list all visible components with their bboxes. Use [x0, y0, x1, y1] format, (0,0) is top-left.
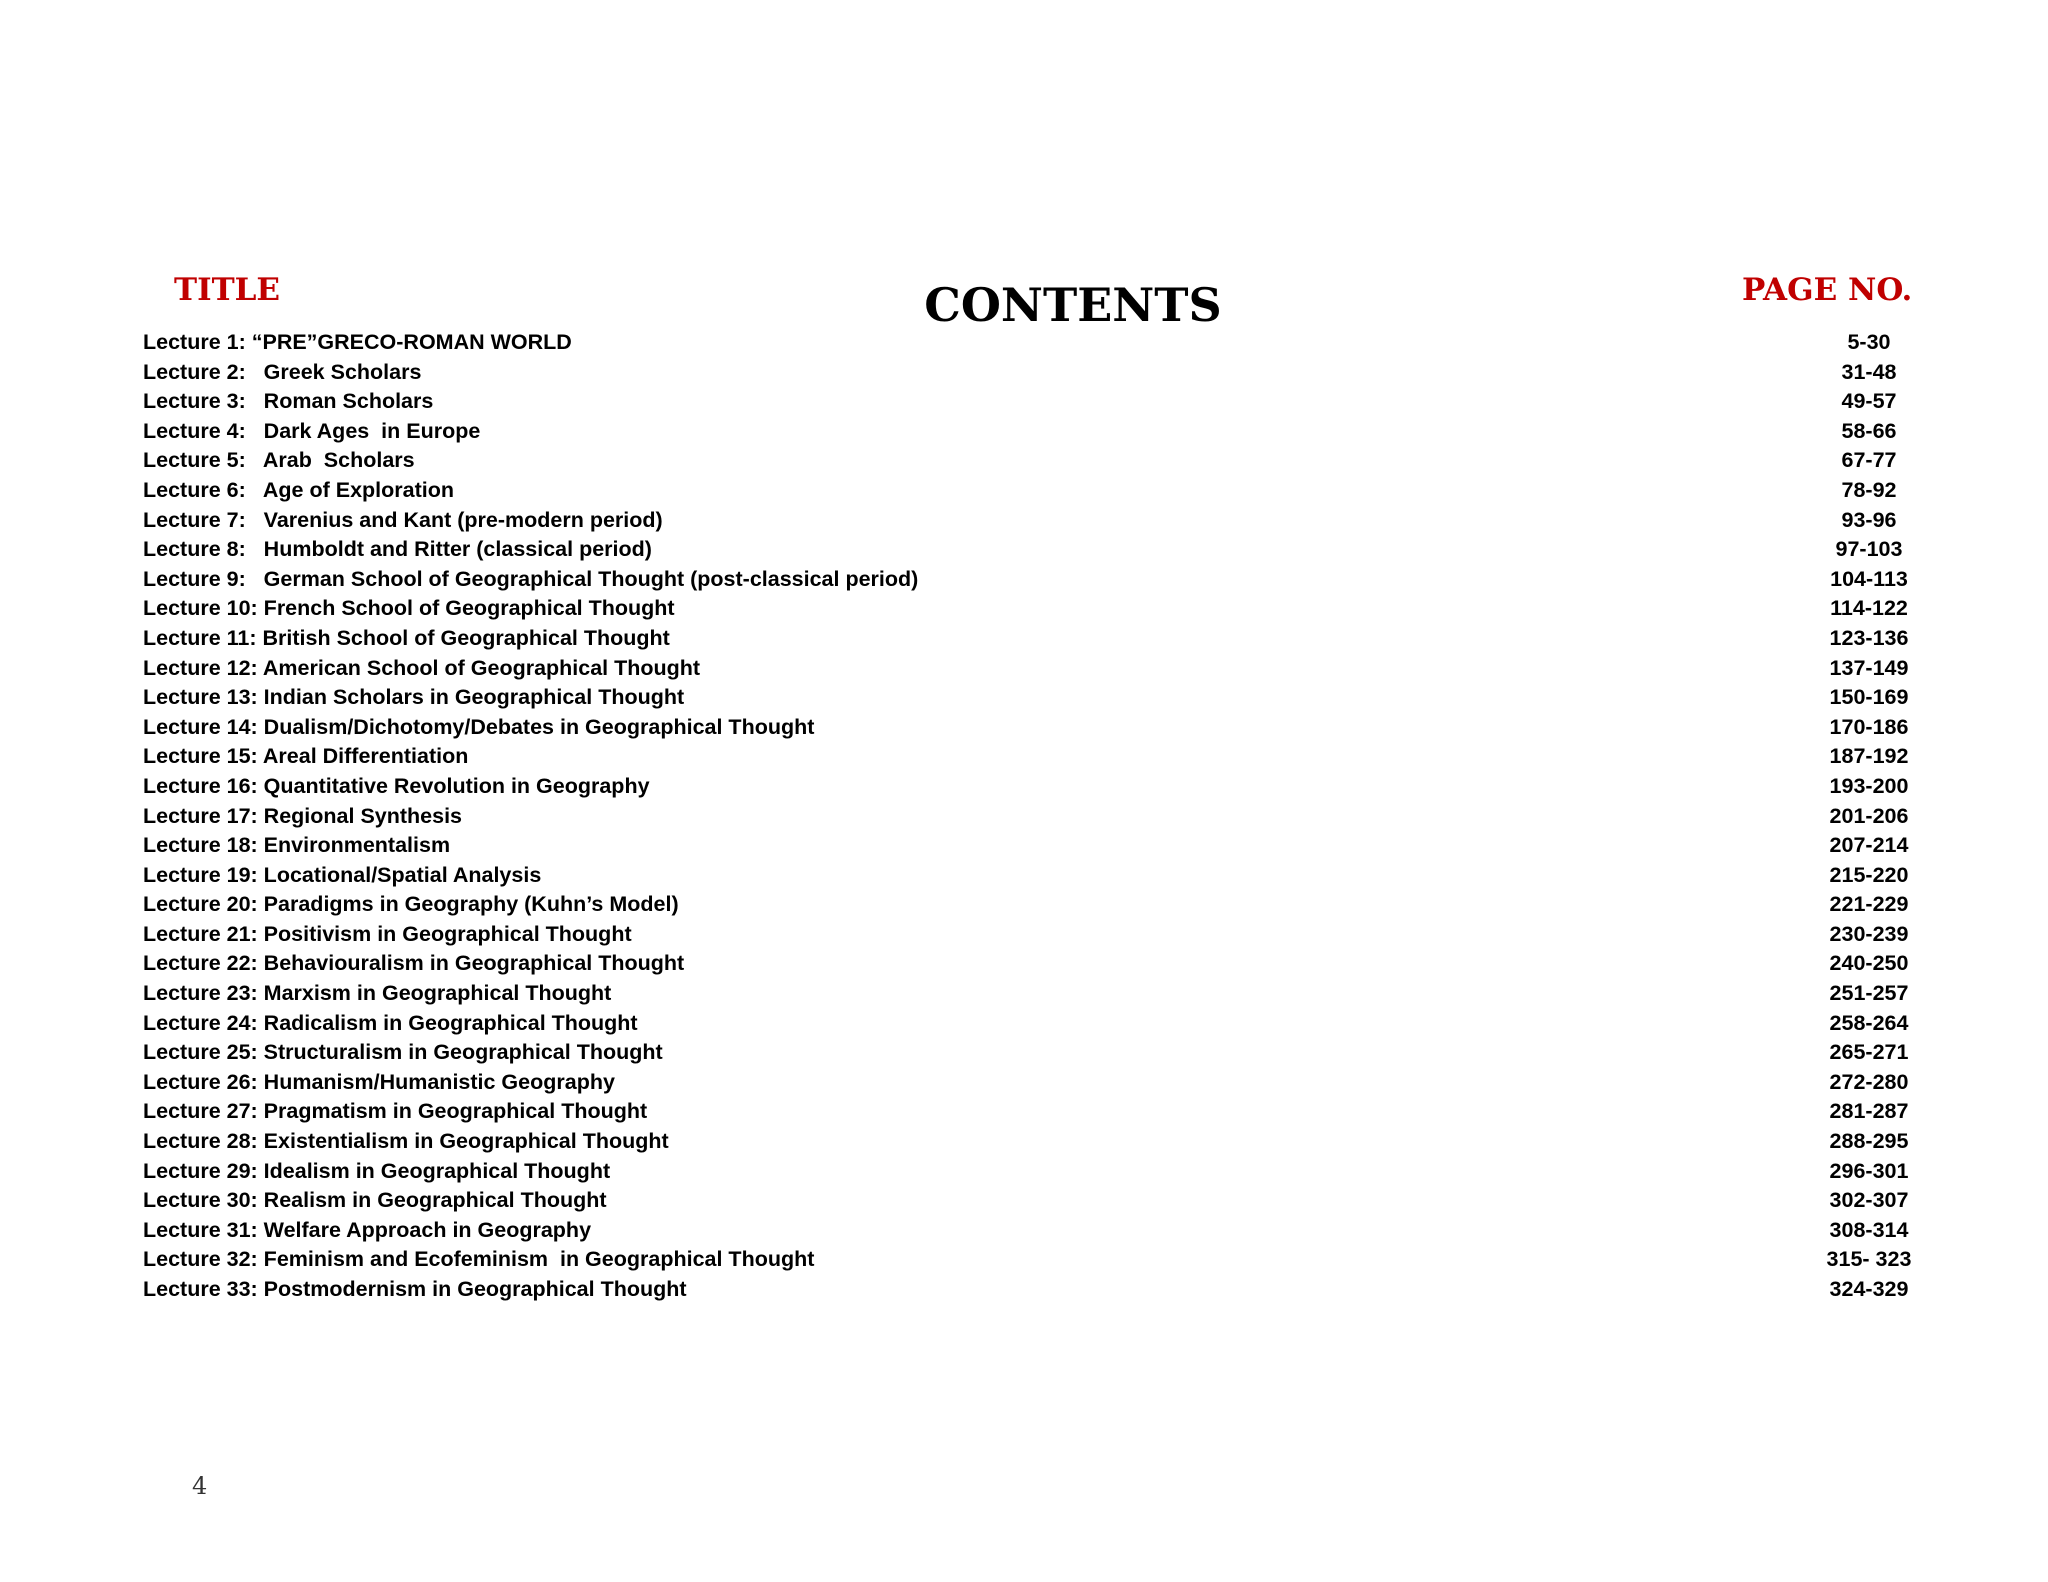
toc-entry-title: Lecture 10: French School of Geographical Thought [143, 596, 675, 621]
toc-entry-27[interactable] [143, 1097, 1923, 1127]
toc-entry-5[interactable] [143, 446, 1923, 476]
toc-entry-pages: 302-307 [1829, 1188, 1909, 1213]
toc-entry-12[interactable] [143, 654, 1923, 684]
toc-entry-title: Lecture 32: Feminism and Ecofeminism in Geographical Thought [143, 1247, 815, 1272]
toc-entry-title: Lecture 11: British School of Geographical Thought [143, 625, 670, 650]
toc-entry-pages: 123-136 [1829, 625, 1909, 650]
toc-entry-title: Lecture 27: Pragmatism in Geographical Thought [143, 1099, 648, 1124]
title-column-heading: TITLE [174, 272, 281, 308]
toc-entry-pages: 272-280 [1829, 1069, 1909, 1094]
toc-entry-title: Lecture 21: Positivism in Geographical Thought [143, 921, 632, 946]
toc-entry-pages: 315- 323 [1826, 1247, 1912, 1272]
toc-entry-pages: 221-229 [1829, 892, 1909, 917]
toc-entry-30[interactable] [143, 1186, 1923, 1216]
toc-entry-title: Lecture 12: American School of Geographical Thought [143, 655, 701, 680]
toc-entry-title: Lecture 15: Areal Differentiation [143, 744, 469, 769]
toc-entry-15[interactable] [143, 742, 1923, 772]
toc-entry-26[interactable] [143, 1068, 1923, 1098]
toc-entry-title: Lecture 14: Dualism/Dichotomy/Debates in Geographical Thought [143, 714, 815, 739]
toc-entry-title: Lecture 33: Postmodernism in Geographical Thought [143, 1277, 687, 1301]
toc-entry-pages: 97-103 [1835, 537, 1903, 562]
toc-entry-pages: 187-192 [1829, 744, 1909, 769]
toc-entry-title: Lecture 19: Locational/Spatial Analysis [143, 862, 542, 887]
toc-entry-title: Lecture 23: Marxism in Geographical Thought [143, 981, 612, 1006]
toc-entry-title: Lecture 3: Roman Scholars [143, 389, 434, 414]
toc-entry-20[interactable] [143, 890, 1923, 920]
toc-entry-pages: 49-57 [1841, 389, 1897, 414]
toc-entry-3[interactable] [143, 387, 1923, 417]
toc-entry-pages: 240-250 [1829, 951, 1909, 976]
toc-entry-title: Lecture 4: Dark Ages in Europe [143, 418, 481, 443]
toc-entry-2[interactable] [143, 358, 1923, 388]
toc-entry-title: Lecture 28: Existentialism in Geographical Thought [143, 1129, 669, 1154]
toc-entry-title: Lecture 6: Age of Exploration [143, 477, 454, 502]
toc-entry-title: Lecture 20: Paradigms in Geography (Kuhn’s Model) [143, 892, 679, 917]
toc-entry-pages: 104-113 [1830, 566, 1908, 591]
toc-entry-1[interactable] [143, 328, 1923, 358]
toc-entry-33[interactable] [143, 1275, 1923, 1305]
toc-entry-10[interactable] [143, 594, 1923, 624]
toc-entry-title: Lecture 25: Structuralism in Geographical Thought [143, 1040, 663, 1065]
toc-entry-pages: 93-96 [1841, 507, 1897, 532]
toc-entry-18[interactable] [143, 831, 1923, 861]
toc-entry-13[interactable] [143, 683, 1923, 713]
toc-entry-title: Lecture 29: Idealism in Geographical Thought [143, 1158, 611, 1183]
toc-entry-pages: 251-257 [1829, 981, 1909, 1006]
toc-entry-pages: 5-30 [1847, 330, 1891, 354]
toc-entry-title: Lecture 22: Behaviouralism in Geographical Thought [143, 951, 685, 976]
toc-entry-pages: 215-220 [1829, 862, 1909, 887]
toc-entry-title: Lecture 5: Arab Scholars [143, 448, 415, 473]
toc-entry-16[interactable] [143, 772, 1923, 802]
toc-entry-title: Lecture 2: Greek Scholars [143, 359, 422, 384]
toc-entry-23[interactable] [143, 979, 1923, 1009]
toc-entry-pages: 114-122 [1830, 596, 1908, 621]
toc-entry-7[interactable] [143, 506, 1923, 536]
toc-entry-4[interactable] [143, 417, 1923, 447]
toc-entry-pages: 67-77 [1841, 448, 1897, 473]
toc-entry-pages: 308-314 [1829, 1217, 1909, 1242]
toc-entry-21[interactable] [143, 920, 1923, 950]
toc-entry-pages: 230-239 [1829, 921, 1909, 946]
toc-entry-title: Lecture 1: “PRE”GRECO-ROMAN WORLD [143, 330, 572, 354]
toc-entry-title: Lecture 8: Humboldt and Ritter (classical period) [143, 537, 652, 562]
toc-entry-title: Lecture 17: Regional Synthesis [143, 803, 463, 828]
toc-entry-19[interactable] [143, 861, 1923, 891]
toc-entry-pages: 78-92 [1841, 477, 1897, 502]
toc-entry-pages: 31-48 [1841, 359, 1897, 384]
toc-entry-title: Lecture 31: Welfare Approach in Geography [143, 1217, 592, 1242]
toc-entry-pages: 193-200 [1829, 773, 1909, 798]
toc-entry-pages: 265-271 [1829, 1040, 1909, 1065]
toc-entry-17[interactable] [143, 802, 1923, 832]
toc-entry-title: Lecture 18: Environmentalism [143, 833, 451, 858]
toc-entry-31[interactable] [143, 1216, 1923, 1246]
toc-entry-14[interactable] [143, 713, 1923, 743]
toc-entry-pages: 150-169 [1829, 685, 1909, 710]
toc-entry-title: Lecture 7: Varenius and Kant (pre-modern period) [143, 507, 663, 532]
toc-entry-pages: 207-214 [1829, 833, 1909, 858]
toc-entry-title: Lecture 30: Realism in Geographical Thought [143, 1188, 607, 1213]
toc-entry-title: Lecture 13: Indian Scholars in Geographical Thought [143, 685, 685, 710]
toc-entry-title: Lecture 16: Quantitative Revolution in Geography [143, 773, 650, 798]
toc-entry-pages: 137-149 [1829, 655, 1909, 680]
toc-entry-pages: 170-186 [1829, 714, 1909, 739]
toc-entry-22[interactable] [143, 949, 1923, 979]
toc-entry-28[interactable] [143, 1127, 1923, 1157]
toc-entry-pages: 281-287 [1829, 1099, 1909, 1124]
toc-entry-32[interactable] [143, 1245, 1923, 1275]
toc-entry-24[interactable] [143, 1009, 1923, 1039]
contents-heading: CONTENTS [924, 278, 1222, 332]
toc-entry-pages: 288-295 [1829, 1129, 1909, 1154]
toc-entry-pages: 58-66 [1841, 418, 1897, 443]
page-number: 4 [192, 1472, 208, 1500]
toc-entry-pages: 324-329 [1829, 1277, 1909, 1301]
toc-entry-pages: 258-264 [1829, 1010, 1909, 1035]
toc-entry-29[interactable] [143, 1157, 1923, 1187]
toc-entry-9[interactable] [143, 565, 1923, 595]
toc-entry-25[interactable] [143, 1038, 1923, 1068]
table-of-contents [143, 328, 1923, 1305]
toc-entry-pages: 296-301 [1829, 1158, 1909, 1183]
toc-entry-title: Lecture 26: Humanism/Humanistic Geography [143, 1069, 615, 1094]
toc-entry-6[interactable] [143, 476, 1923, 506]
toc-entry-pages: 201-206 [1829, 803, 1909, 828]
toc-entry-title: Lecture 24: Radicalism in Geographical Thought [143, 1010, 638, 1035]
toc-entry-8[interactable] [143, 535, 1923, 565]
page-number-column-heading: PAGE NO. [1742, 272, 1913, 308]
toc-entry-11[interactable] [143, 624, 1923, 654]
toc-entry-title: Lecture 9: German School of Geographical Thought (post-classical period) [143, 566, 919, 591]
